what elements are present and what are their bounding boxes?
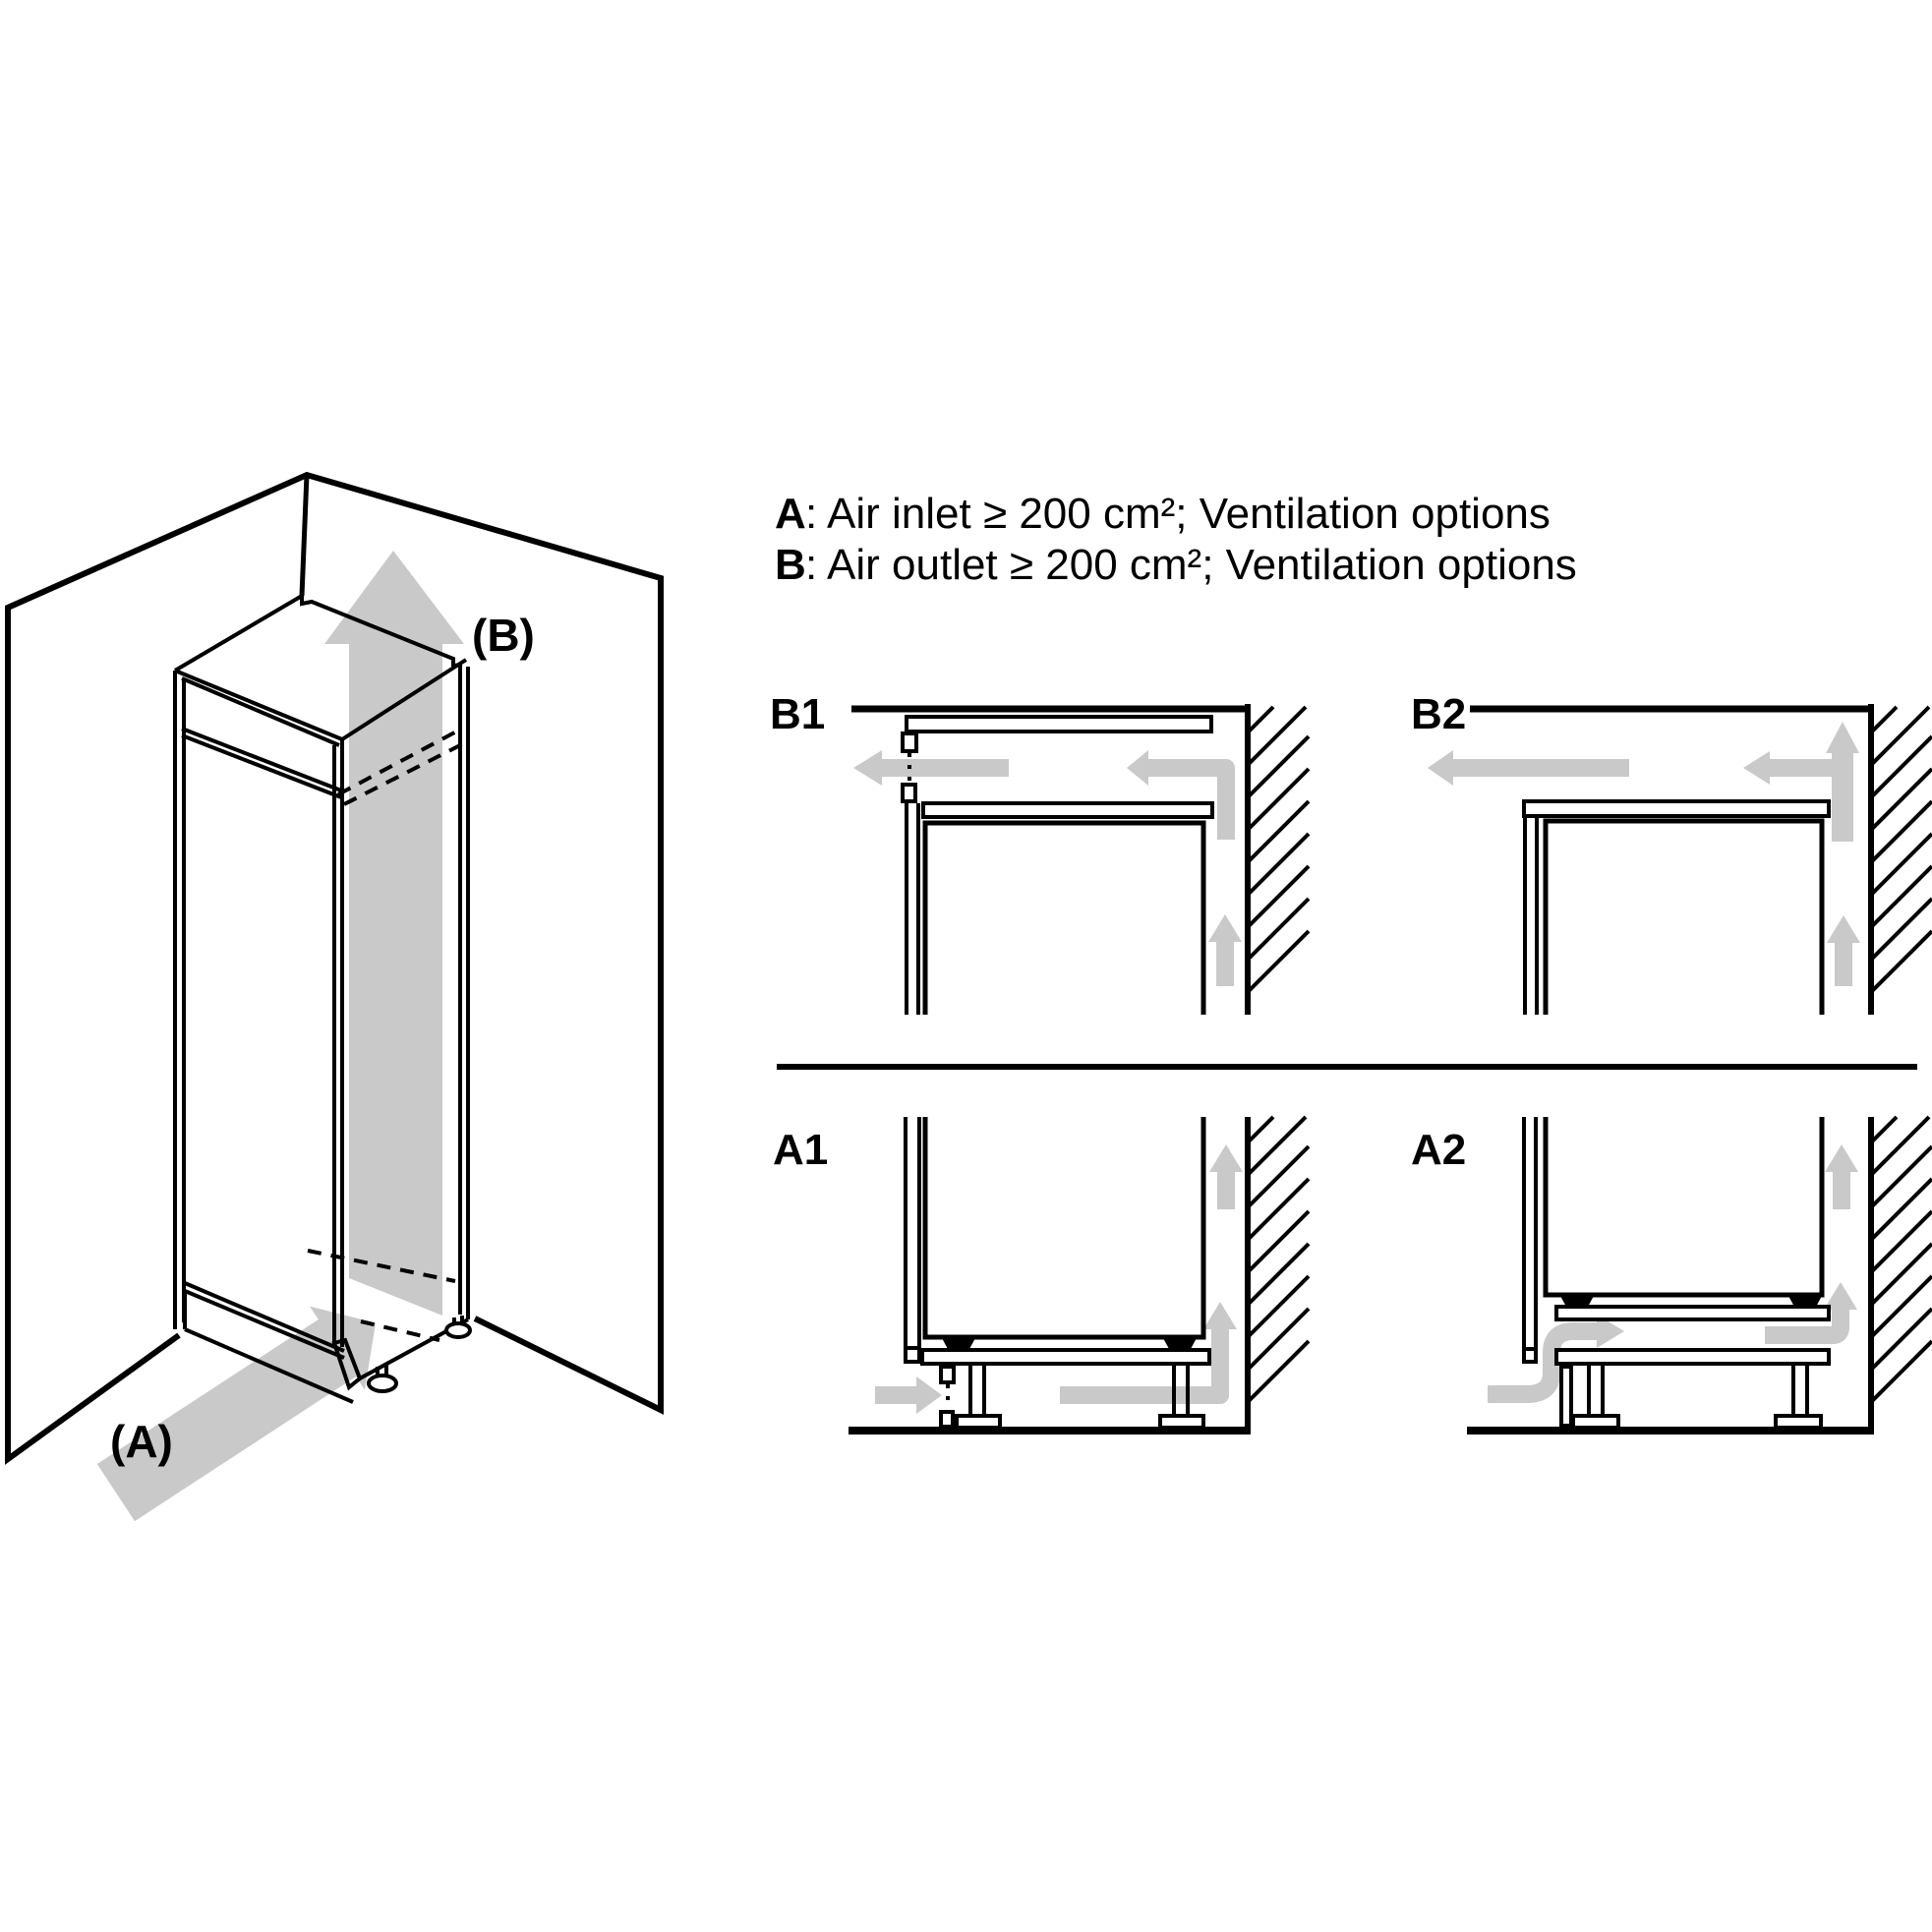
a1-appliance [925, 1117, 1203, 1337]
cabinet-foot [369, 1376, 396, 1391]
a1-door-end [906, 1348, 919, 1362]
panel-b2-label: B2 [1411, 690, 1467, 738]
wall-corner-edge [302, 475, 307, 596]
a2-plinth-trim [1561, 1367, 1571, 1426]
panel-b1 [770, 690, 1309, 1015]
b1-vent-cut-bottom [903, 785, 915, 801]
inlet-airflow-arrow [92, 1301, 380, 1526]
a2-base-panel [1556, 1307, 1829, 1319]
a2-furniture-door [1524, 1117, 1536, 1349]
a1-vent-cut-top [941, 1367, 954, 1382]
a2-plinth-panel [1556, 1350, 1829, 1364]
legend-a-text: : Air inlet ≥ 200 cm²; Ventilation options [805, 490, 1551, 538]
a2-plinth-leg [1793, 1364, 1807, 1416]
a2-leg-foot [1776, 1416, 1821, 1428]
b2-furniture-door [1525, 818, 1537, 1015]
cabinet-foot [446, 1323, 470, 1337]
a1-appliance-foot [942, 1338, 975, 1349]
legend-b-text: : Air outlet ≥ 200 cm²; Ventilation options [805, 541, 1577, 589]
a2-door-end [1524, 1349, 1536, 1362]
inlet-point-label: (A) [110, 1416, 173, 1467]
a1-appliance-foot [1163, 1338, 1197, 1349]
a2-wall-hatch [1871, 1117, 1932, 1402]
outlet-point-label: (B) [472, 610, 535, 661]
b2-top-panel [1524, 801, 1829, 816]
outlet-airflow-arrow [324, 551, 464, 1316]
b1-wall-hatch [1248, 707, 1309, 992]
b2-airflow-arrows [1428, 722, 1860, 986]
legend [775, 490, 1577, 589]
a1-wall-hatch [1248, 1117, 1309, 1402]
b2-wall-hatch [1871, 707, 1932, 992]
panel-a2-label: A2 [1411, 1126, 1467, 1174]
a2-appliance [1546, 1117, 1822, 1295]
isometric-niche-drawing [8, 475, 661, 1526]
b1-vent-cut-top [903, 733, 916, 751]
b2-appliance [1546, 821, 1822, 1015]
b1-appliance [925, 823, 1203, 1015]
panel-b1-label: B1 [770, 690, 826, 738]
a1-leg-foot [957, 1416, 1000, 1428]
b1-top-panel [923, 803, 1212, 817]
a1-vent-cut-bottom [941, 1412, 953, 1427]
a1-plinth-panel [922, 1350, 1209, 1364]
b1-furniture-door [907, 803, 918, 1015]
legend-a-key: A [775, 490, 806, 538]
legend-b-key: B [775, 541, 806, 589]
panel-a1 [773, 1117, 1309, 1431]
a1-furniture-door [906, 1117, 919, 1348]
b1-vent-grille [907, 717, 1211, 732]
panel-a2 [1411, 1117, 1932, 1431]
a2-leg-foot [1573, 1416, 1618, 1428]
a2-plinth-leg [1589, 1364, 1603, 1416]
panel-b2 [1411, 690, 1932, 1015]
a1-leg-foot [1160, 1416, 1203, 1428]
a1-plinth-leg [970, 1364, 984, 1416]
panel-a1-label: A1 [773, 1126, 829, 1174]
